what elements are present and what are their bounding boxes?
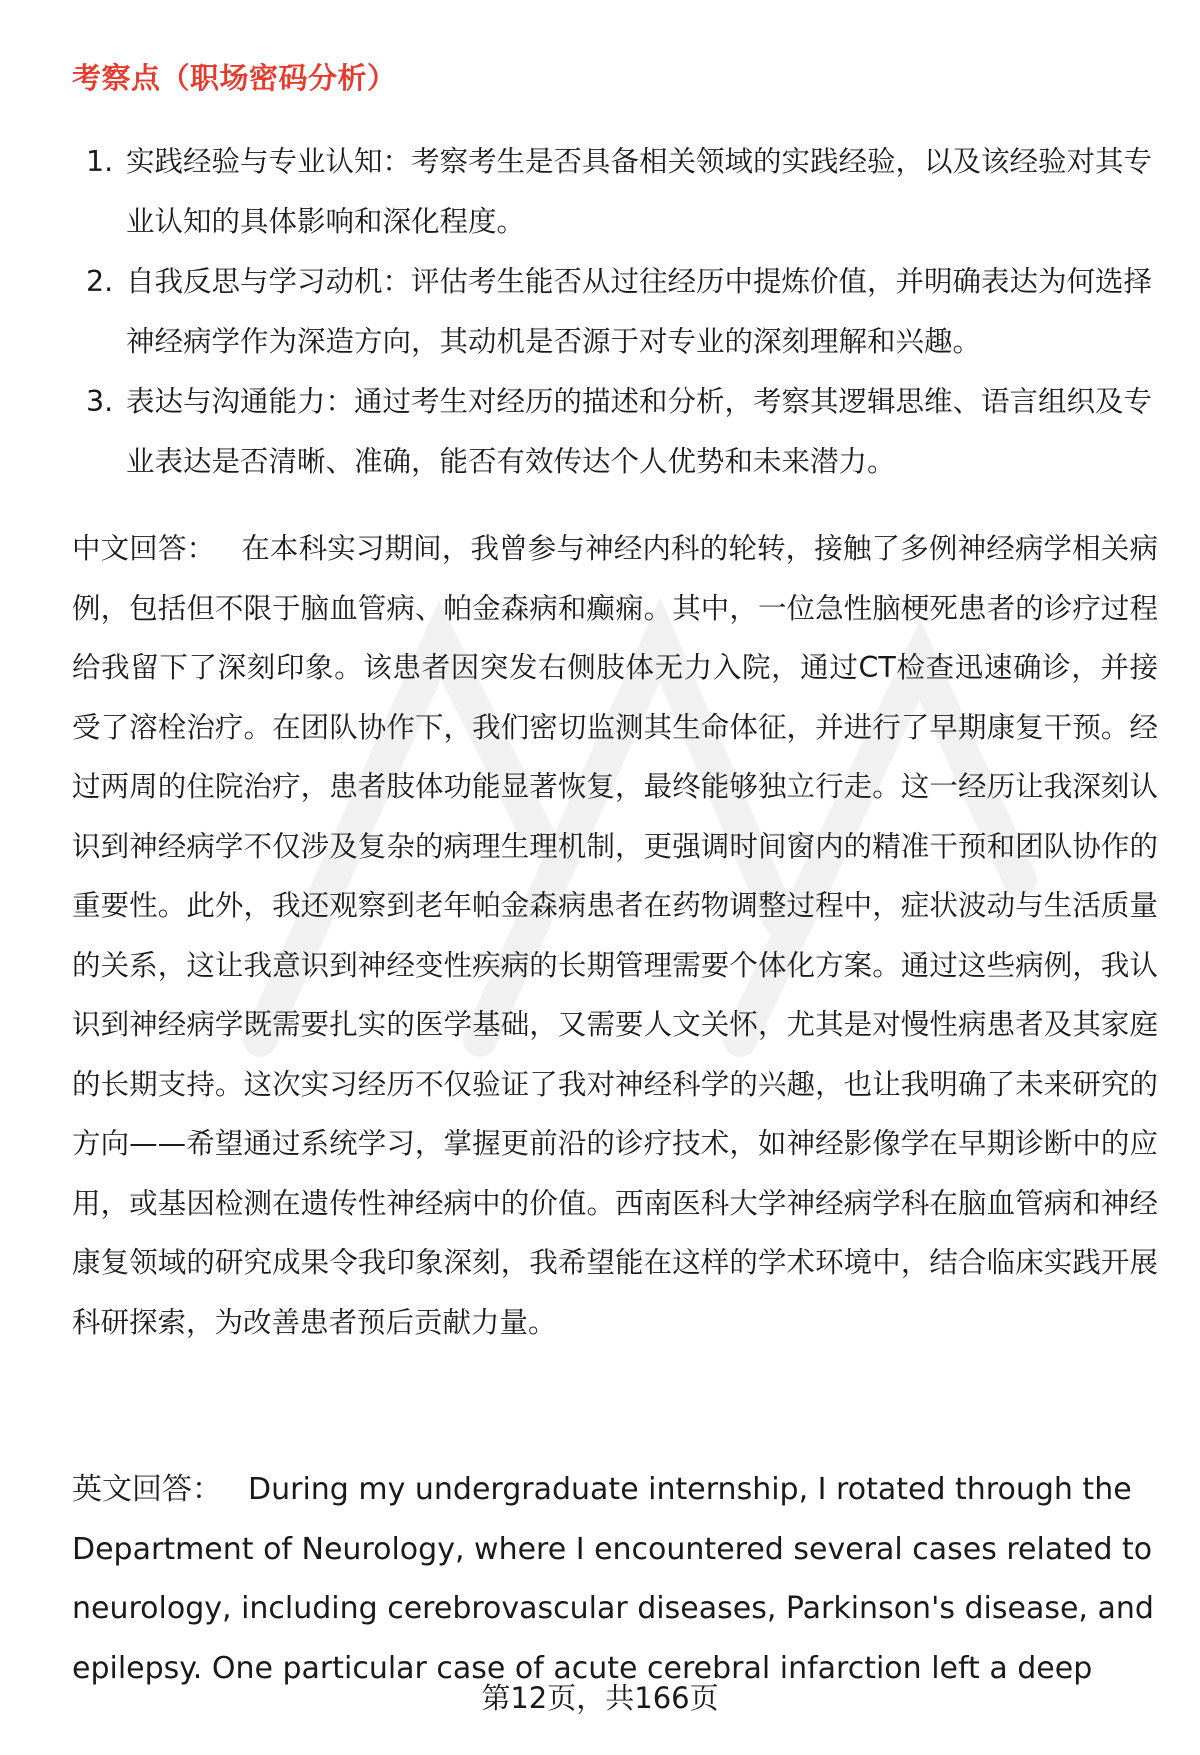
assessment-point [72,132,1152,252]
chinese-answer-text: 在本科实习期间，我曾参与神经内科的轮转，接触了多例神经病学相关病例，包括但不限于脑血管病、帕金森病和癫痫。其中，一位急性脑梗死患者的诊疗过程给我留下了深刻印象。该患者因突发右侧肢体无力入院，通过CT检查迅速确诊，并接受了溶栓治疗。在团队协作下，我们密切监测其生命体征，并进行了早期康复干预。经过两周的住院治疗，患者肢体功能显著恢复，最终能够独立行走。这一经历让我深刻认识到神经病学不仅涉及复杂的病理生理机制，更强调时间窗内的精准干预和团队协作的重要性。此外，我还观察到老年帕金森病患者在药物调整过程中，症状波动与生活质量的关系，这让我意识到神经变性疾病的长期管理需要个体化方案。通过这些病例，我认识到神经病学既需要扎实的医学基础，又需要人文关怀，尤其是对慢性病患者及其家庭的长期支持。这次实习经历不仅验证了我对神经科学的兴趣，也让我明确了未来研究的方向——希望通过系统学习，掌握更前沿的诊疗技术，如神经影像学在早期诊断中的应用，或基因检测在遗传性神经病中的价值。西南医科大学神经病学科在脑血管病和神经康复领域的研究成果令我印象深刻，我希望能在这样的学术环境中，结合临床实践开展科研探索，为改善患者预后贡献力量。 [72,532,1158,1339]
assessment-point [72,372,1152,492]
point-text: 自我反思与学习动机：评估考生能否从过往经历中提炼价值，并明确表达为何选择神经病学作为深造方向，其动机是否源于对专业的深刻理解和兴趣。 [126,265,1153,358]
assessment-point [72,252,1152,372]
point-number: 3. [86,385,114,418]
english-answer [72,1460,1158,1698]
english-answer-label: 英文回答： [72,1472,222,1507]
point-text: 表达与沟通能力：通过考生对经历的描述和分析，考察其逻辑思维、语言组织及专业表达是否清晰、准确，能否有效传达个人优势和未来潜力。 [126,385,1153,478]
section-title: 考察点（职场密码分析） [72,61,397,95]
chinese-answer [72,519,1158,1352]
assessment-points-list [72,132,1152,492]
page-number: 第12页，共166页 [481,1681,719,1715]
point-number: 1. [86,145,114,178]
point-number: 2. [86,265,114,298]
point-text: 实践经验与专业认知：考察考生是否具备相关领域的实践经验，以及该经验对其专业认知的具体影响和深化程度。 [126,145,1153,238]
english-answer-text: During my undergraduate internship, I rotated through the Department of Neurology, where I encountered several cases related to neurology, including cerebrovascular diseases, Parkinson's disease, and epilepsy. One particular case of acute cerebral infarction left a deep [72,1472,1154,1686]
chinese-answer-label: 中文回答： [72,532,216,565]
